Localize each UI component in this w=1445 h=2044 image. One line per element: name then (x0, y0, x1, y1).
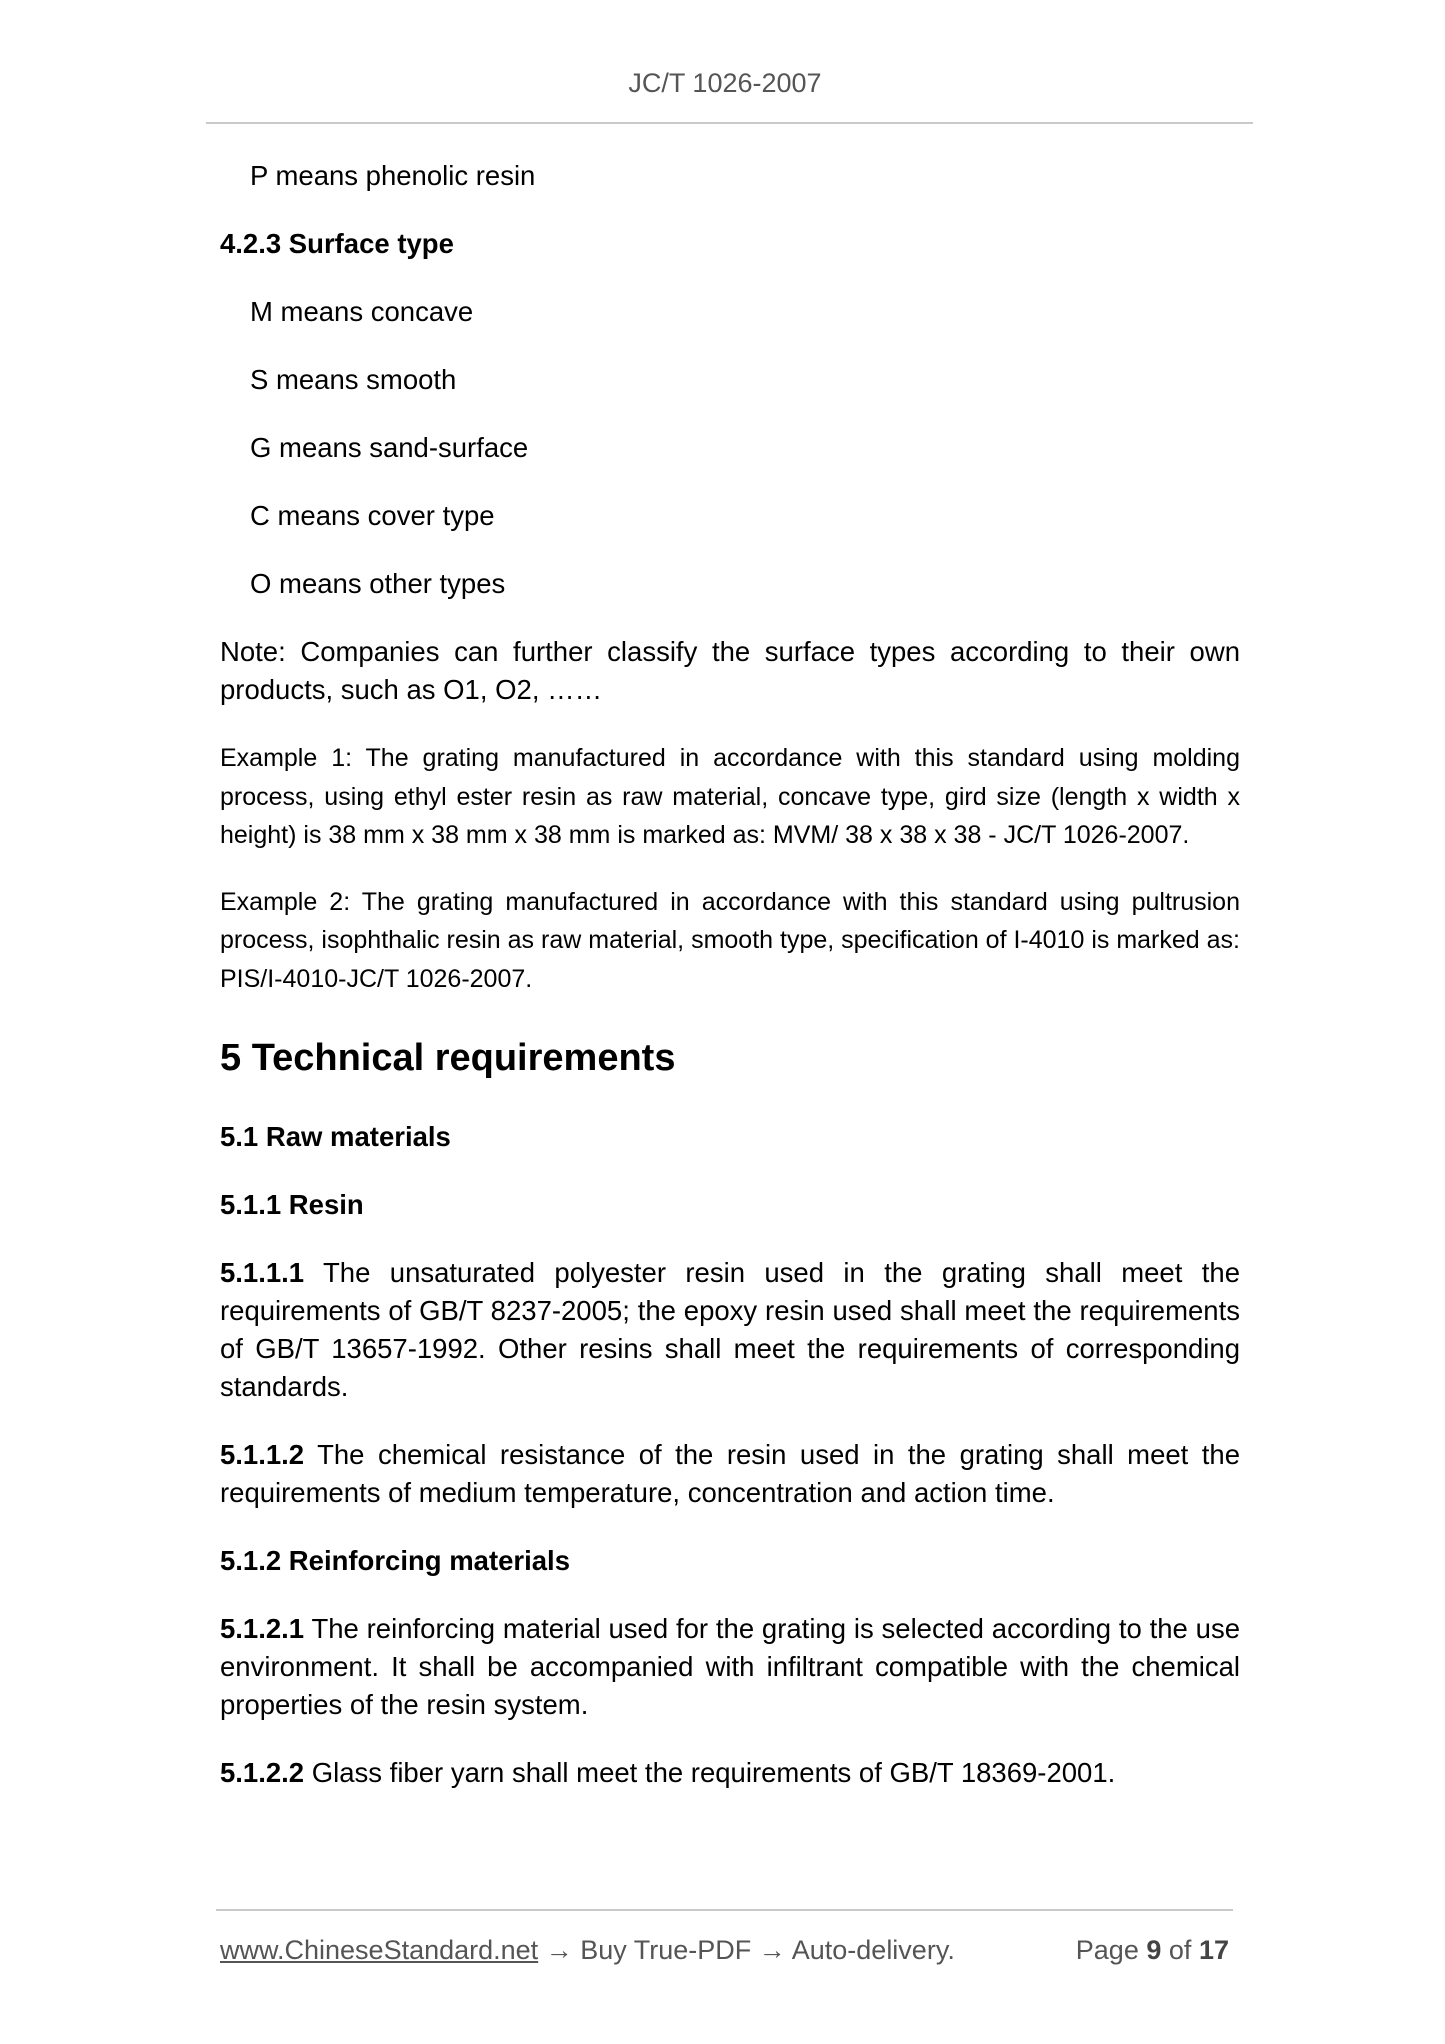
note-paragraph: Note: Companies can further classify the surface types according to their own products, such as O1, O2, …… (220, 636, 1240, 705)
heading-4-2-3: 4.2.3 Surface type (220, 228, 454, 259)
item-sand-surface: G means sand-surface (250, 432, 529, 463)
item-phenolic: P means phenolic resin (250, 160, 536, 191)
item-smooth: S means smooth (250, 364, 457, 395)
document-body (220, 157, 1240, 1822)
page-of: of (1168, 1935, 1192, 1965)
header-divider (206, 122, 1253, 124)
example-1: Example 1: The grating manufactured in accordance with this standard using molding process, using ethyl ester resin as raw material, concave type, gird size (length x width x height) is 38 mm x 38 mm x 38 mm is marked as: MVM/ 38 x 38 x 38 - JC/T 1026-2007. (220, 744, 1240, 849)
item-concave: M means concave (250, 296, 474, 327)
heading-5-1-2: 5.1.2 Reinforcing materials (220, 1545, 570, 1576)
header-title: JC/T 1026-2007 (628, 68, 822, 98)
footer-left (220, 1932, 955, 1968)
page-total: 17 (1198, 1935, 1229, 1965)
clause-5-1-2-1 (220, 1610, 1240, 1724)
item-other-types: O means other types (250, 568, 506, 599)
example-2: Example 2: The grating manufactured in accordance with this standard using pultrusion process, isophthalic resin as raw material, smooth type, specification of I-4010 is marked as: PIS/I-4010-JC/T 1026-2007. (220, 887, 1240, 993)
footer-divider (216, 1909, 1233, 1911)
clause-5-1-1-1 (220, 1254, 1240, 1406)
clause-5-1-1-2 (220, 1436, 1240, 1512)
section-5-title: 5 Technical requirements (220, 1037, 676, 1079)
clause-number: 5.1.1.1 (220, 1257, 305, 1288)
heading-5-1: 5.1 Raw materials (220, 1121, 451, 1152)
item-cover-type: C means cover type (250, 500, 495, 531)
clause-text: The reinforcing material used for the grating is selected according to the use environment. It shall be accompanied with infiltrant compatible with the chemical properties of the resin system. (220, 1613, 1240, 1720)
clause-text: Glass fiber yarn shall meet the requirements of GB/T 18369-2001. (304, 1757, 1116, 1788)
heading-5-1-1: 5.1.1 Resin (220, 1189, 364, 1220)
footer-tagline: → Buy True-PDF → Auto-delivery. (538, 1935, 955, 1965)
website-link[interactable]: www.ChineseStandard.net (220, 1935, 539, 1965)
page-number (1076, 1932, 1229, 1968)
page-footer (220, 1932, 1240, 1968)
page-label: Page (1075, 1935, 1139, 1965)
clause-5-1-2-2 (220, 1754, 1240, 1792)
clause-text: The unsaturated polyester resin used in the grating shall meet the requirements of GB/T 8237-2005; the epoxy resin used shall meet the requirements of GB/T 13657-1992. Other resins shall meet the requirements of corresponding standards. (220, 1257, 1240, 1402)
page-current: 9 (1146, 1935, 1162, 1965)
clause-number: 5.1.2.2 (220, 1757, 305, 1788)
clause-number: 5.1.2.1 (220, 1613, 305, 1644)
clause-number: 5.1.1.2 (220, 1439, 305, 1470)
clause-text: The chemical resistance of the resin used in the grating shall meet the requirements of medium temperature, concentration and action time. (220, 1439, 1240, 1508)
